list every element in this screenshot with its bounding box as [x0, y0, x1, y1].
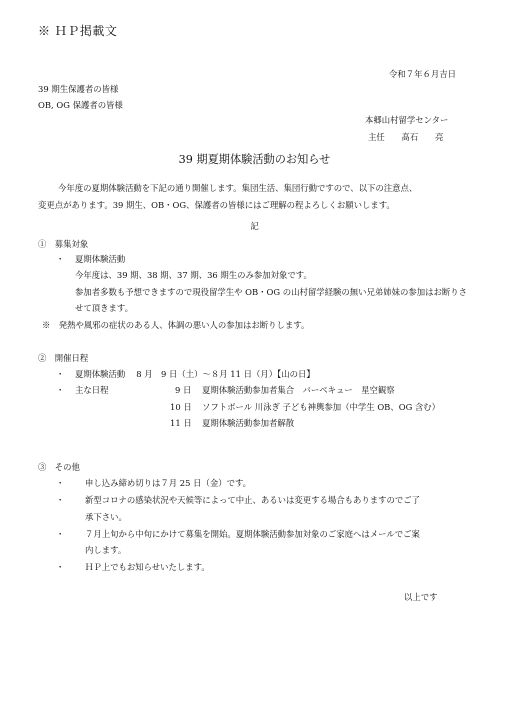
schedule-text: 夏期体験活動参加者集合 バーベキュー 星空観察 — [202, 385, 395, 395]
recipient-line: 39 期生保護者の皆様 — [38, 84, 119, 94]
closing-remark: 以上です — [404, 592, 438, 602]
section-heading-recruitment: ① 募集対象 — [38, 239, 89, 249]
other-item: 申し込み締め切りは７月 25 日（金）です。 — [85, 478, 252, 488]
other-item: ＨＰ上でもお知らせいたします。 — [85, 562, 210, 572]
schedule-day: 9 日 — [175, 385, 192, 395]
health-note: ※ 発熱や風邪の症状のある人、体調の悪い人の参加はお断りします。 — [42, 320, 310, 330]
schedule-day: 11 日 — [170, 418, 192, 428]
bullet-icon: ・ — [56, 562, 65, 572]
schedule-text: ソフトボール 川泳ぎ 子ども神輿参加（中学生 OB、OG 含む） — [202, 402, 441, 412]
other-item-continued: 内します。 — [85, 545, 127, 555]
bullet-icon: ・ — [56, 529, 65, 539]
issue-date: 令和７年６月吉日 — [389, 69, 456, 79]
schedule-text: 夏期体験活動参加者解散 — [202, 418, 295, 428]
bullet-icon: ・ — [56, 385, 65, 395]
section-heading-schedule: ② 開催日程 — [38, 353, 89, 363]
recipient-line: OB, OG 保護者の皆様 — [38, 100, 123, 110]
bullet-icon: ・ — [56, 254, 65, 264]
other-item-continued: 承下さい。 — [85, 512, 127, 522]
signature: 主任 髙石 亮 — [368, 132, 444, 142]
intro-line: 変更点があります。39 期生、OB・OG、保護者の皆様にはご理解の程よろしくお願いします。 — [38, 200, 395, 210]
event-period: 夏期体験活動 8 月 9 日（土）～８月 11 日（月）【山の日】 — [75, 369, 315, 379]
bullet-icon: ・ — [56, 495, 65, 505]
recruitment-text: 参加者多数も予想できますので現役留学生や OB・OG の山村留学経験の無い兄弟姉妹の参加はお断りさ — [75, 287, 468, 297]
bullet-icon: ・ — [56, 369, 65, 379]
document-title: 39 期夏期体験活動のお知らせ — [178, 153, 331, 166]
other-item: ７月上旬から中旬にかけて募集を開始。夏期体験活動参加対象のご家庭へはメールでご案 — [85, 529, 420, 539]
recruitment-item: 夏期体験活動 — [75, 254, 126, 264]
ki-heading: 記 — [250, 221, 259, 231]
schedule-day: 10 日 — [170, 402, 192, 412]
organization-name: 本郷山村留学センター — [365, 115, 449, 125]
intro-line: 今年度の夏期体験活動を下記の通り開催します。集団生活、集団行動ですので、以下の注意点、 — [58, 183, 418, 193]
recruitment-text: せて頂きます。 — [75, 303, 133, 313]
section-heading-other: ③ その他 — [38, 462, 80, 472]
recruitment-text: 今年度は、39 期、38 期、37 期、36 期生のみ参加対象です。 — [75, 270, 312, 280]
other-item: 新型コロナの感染状況や天候等によって中止、あるいは変更する場合もありますのでご了 — [85, 495, 420, 505]
bullet-icon: ・ — [56, 478, 65, 488]
schedule-label: 主な日程 — [75, 385, 109, 395]
hp-posting-label: ※ ＨＰ掲載文 — [38, 24, 118, 38]
